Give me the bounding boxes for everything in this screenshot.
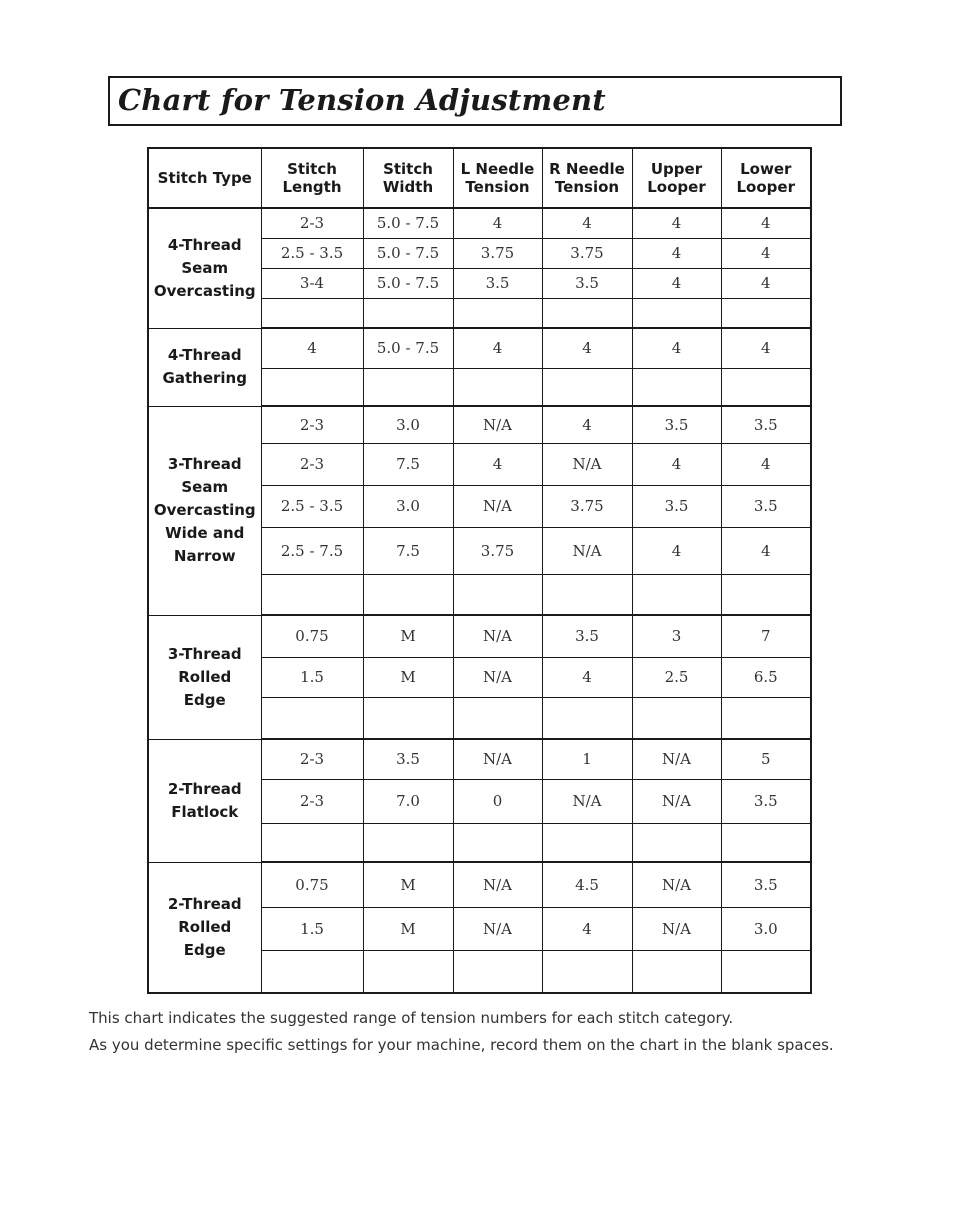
blank-record-cell[interactable] bbox=[363, 368, 453, 406]
stitch-type-label: Wide and bbox=[165, 524, 245, 542]
value-cell: 1 bbox=[542, 739, 632, 779]
value-cell: 2-3 bbox=[261, 208, 363, 238]
value-cell: 5.0 - 7.5 bbox=[363, 268, 453, 298]
stitch-type-label: 4-Thread bbox=[167, 346, 242, 364]
value-cell: 7 bbox=[721, 615, 811, 657]
header-upper-looper: Upper Looper bbox=[632, 148, 721, 208]
value-cell: 3 bbox=[632, 615, 721, 657]
value-cell: N/A bbox=[542, 527, 632, 574]
value-cell: 4 bbox=[542, 208, 632, 238]
blank-record-cell[interactable] bbox=[721, 368, 811, 406]
value-cell: 2-3 bbox=[261, 739, 363, 779]
blank-record-cell[interactable] bbox=[542, 697, 632, 739]
stitch-type-label: Rolled bbox=[178, 667, 232, 686]
value-cell: 1.5 bbox=[261, 907, 363, 950]
value-cell: 3.75 bbox=[453, 238, 542, 268]
stitch-type-label: Seam bbox=[181, 258, 229, 277]
stitch-type-label: Overcasting bbox=[153, 281, 256, 300]
blank-record-cell[interactable] bbox=[363, 298, 453, 328]
stitch-type-label: 3-Thread bbox=[167, 644, 242, 663]
blank-record-cell[interactable] bbox=[261, 298, 363, 328]
value-cell: 4 bbox=[542, 328, 632, 368]
value-cell: 3.75 bbox=[542, 238, 632, 268]
stitch-type-cell bbox=[148, 328, 261, 406]
value-cell: 7.5 bbox=[363, 443, 453, 485]
value-cell: 2.5 - 3.5 bbox=[261, 485, 363, 527]
blank-record-cell[interactable] bbox=[453, 697, 542, 739]
value-cell: 2.5 bbox=[632, 657, 721, 697]
value-cell: 3.5 bbox=[632, 485, 721, 527]
value-cell: 4 bbox=[721, 328, 811, 368]
value-cell: 4 bbox=[453, 443, 542, 485]
blank-record-cell[interactable] bbox=[542, 298, 632, 328]
value-cell: N/A bbox=[632, 862, 721, 907]
value-cell: 4 bbox=[632, 208, 721, 238]
value-cell: M bbox=[363, 615, 453, 657]
blank-record-cell[interactable] bbox=[261, 950, 363, 993]
value-cell: N/A bbox=[632, 779, 721, 823]
value-cell: 5.0 - 7.5 bbox=[363, 238, 453, 268]
blank-record-cell[interactable] bbox=[632, 823, 721, 862]
blank-record-cell[interactable] bbox=[721, 823, 811, 862]
header-r-needle-tension: R Needle Tension bbox=[542, 148, 632, 208]
value-cell: 4 bbox=[453, 328, 542, 368]
header-l-needle-tension: L Needle Tension bbox=[453, 148, 542, 208]
stitch-type-label: Edge bbox=[183, 690, 226, 709]
value-cell: 1.5 bbox=[261, 657, 363, 697]
value-cell: 3.5 bbox=[542, 268, 632, 298]
header-stitch-width: Stitch Width bbox=[363, 148, 453, 208]
value-cell: 5.0 - 7.5 bbox=[363, 328, 453, 368]
stitch-type-label: 2-Thread bbox=[167, 894, 242, 913]
table-row bbox=[148, 208, 811, 238]
stitch-type-cell bbox=[148, 615, 261, 739]
blank-record-cell[interactable] bbox=[261, 574, 363, 615]
value-cell: 4 bbox=[542, 657, 632, 697]
stitch-type-cell bbox=[148, 739, 261, 862]
value-cell: 2.5 - 3.5 bbox=[261, 238, 363, 268]
value-cell: 4 bbox=[632, 328, 721, 368]
stitch-type-label: Overcasting bbox=[153, 501, 256, 519]
value-cell: 0 bbox=[453, 779, 542, 823]
blank-record-cell[interactable] bbox=[261, 368, 363, 406]
value-cell: N/A bbox=[453, 862, 542, 907]
table-row bbox=[148, 406, 811, 443]
value-cell: 4 bbox=[721, 238, 811, 268]
value-cell: 7.0 bbox=[363, 779, 453, 823]
value-cell: 2-3 bbox=[261, 779, 363, 823]
value-cell: N/A bbox=[453, 907, 542, 950]
blank-record-cell[interactable] bbox=[363, 697, 453, 739]
value-cell: 4 bbox=[721, 268, 811, 298]
value-cell: 0.75 bbox=[261, 862, 363, 907]
blank-record-cell[interactable] bbox=[542, 368, 632, 406]
value-cell: 4 bbox=[542, 406, 632, 443]
blank-record-cell[interactable] bbox=[542, 950, 632, 993]
stitch-type-label: Seam bbox=[181, 478, 229, 496]
page-title: Chart for Tension Adjustment bbox=[118, 83, 606, 117]
value-cell: 2-3 bbox=[261, 406, 363, 443]
blank-record-cell[interactable] bbox=[721, 298, 811, 328]
value-cell: M bbox=[363, 657, 453, 697]
stitch-type-cell bbox=[148, 406, 261, 615]
value-cell: N/A bbox=[542, 779, 632, 823]
blank-record-cell[interactable] bbox=[453, 368, 542, 406]
value-cell: 3.5 bbox=[721, 485, 811, 527]
value-cell: M bbox=[363, 907, 453, 950]
stitch-type-label: Flatlock bbox=[171, 802, 239, 821]
stitch-type-label: 3-Thread bbox=[167, 455, 242, 473]
blank-record-cell[interactable] bbox=[632, 950, 721, 993]
value-cell: N/A bbox=[453, 615, 542, 657]
blank-record-cell[interactable] bbox=[721, 697, 811, 739]
stitch-type-cell bbox=[148, 208, 261, 328]
table-row bbox=[148, 739, 811, 779]
blank-record-cell[interactable] bbox=[632, 368, 721, 406]
value-cell: 3.5 bbox=[453, 268, 542, 298]
blank-record-cell[interactable] bbox=[261, 823, 363, 862]
value-cell: N/A bbox=[453, 739, 542, 779]
table-row bbox=[148, 615, 811, 657]
value-cell: 4 bbox=[632, 238, 721, 268]
value-cell: 3.5 bbox=[363, 739, 453, 779]
value-cell: N/A bbox=[542, 443, 632, 485]
value-cell: N/A bbox=[453, 657, 542, 697]
tension-chart-table bbox=[147, 147, 812, 994]
value-cell: 3.0 bbox=[363, 485, 453, 527]
caption-line-2: As you determine specific settings for your machine, record them on the chart in the blank spaces. bbox=[89, 1036, 834, 1054]
blank-record-cell[interactable] bbox=[721, 950, 811, 993]
header-stitch-type: Stitch Type bbox=[148, 148, 261, 208]
value-cell: 4 bbox=[632, 443, 721, 485]
value-cell: 3.5 bbox=[721, 862, 811, 907]
value-cell: 4 bbox=[721, 527, 811, 574]
value-cell: 4 bbox=[632, 527, 721, 574]
value-cell: 2-3 bbox=[261, 443, 363, 485]
value-cell: N/A bbox=[453, 406, 542, 443]
header-stitch-length: Stitch Length bbox=[261, 148, 363, 208]
blank-record-cell[interactable] bbox=[453, 574, 542, 615]
header-row bbox=[148, 148, 811, 208]
value-cell: 3.75 bbox=[453, 527, 542, 574]
blank-record-cell[interactable] bbox=[453, 823, 542, 862]
value-cell: 4 bbox=[721, 208, 811, 238]
stitch-type-cell bbox=[148, 862, 261, 993]
value-cell: 4 bbox=[453, 208, 542, 238]
blank-record-cell[interactable] bbox=[542, 823, 632, 862]
value-cell: 4 bbox=[261, 328, 363, 368]
blank-record-cell[interactable] bbox=[453, 950, 542, 993]
stitch-type-label: Edge bbox=[183, 940, 226, 959]
blank-record-cell[interactable] bbox=[721, 574, 811, 615]
value-cell: N/A bbox=[632, 907, 721, 950]
blank-record-cell[interactable] bbox=[632, 574, 721, 615]
stitch-type-label: Rolled bbox=[178, 917, 232, 936]
value-cell: N/A bbox=[632, 739, 721, 779]
stitch-type-label: Gathering bbox=[162, 369, 247, 387]
value-cell: 3.5 bbox=[632, 406, 721, 443]
blank-record-cell[interactable] bbox=[261, 697, 363, 739]
stitch-type-label: 4-Thread bbox=[167, 235, 242, 254]
blank-record-cell[interactable] bbox=[632, 298, 721, 328]
blank-record-cell[interactable] bbox=[453, 298, 542, 328]
value-cell: 3-4 bbox=[261, 268, 363, 298]
caption-line-1: This chart indicates the suggested range of tension numbers for each stitch category. bbox=[89, 1009, 734, 1027]
value-cell: 0.75 bbox=[261, 615, 363, 657]
value-cell: 5 bbox=[721, 739, 811, 779]
blank-record-cell[interactable] bbox=[632, 697, 721, 739]
blank-record-cell[interactable] bbox=[363, 823, 453, 862]
value-cell: 4.5 bbox=[542, 862, 632, 907]
stitch-type-label: 2-Thread bbox=[167, 779, 242, 798]
value-cell: 5.0 - 7.5 bbox=[363, 208, 453, 238]
value-cell: 4 bbox=[632, 268, 721, 298]
value-cell: 7.5 bbox=[363, 527, 453, 574]
blank-record-cell[interactable] bbox=[542, 574, 632, 615]
value-cell: 2.5 - 7.5 bbox=[261, 527, 363, 574]
table-row bbox=[148, 862, 811, 907]
value-cell: 3.5 bbox=[542, 615, 632, 657]
value-cell: 4 bbox=[721, 443, 811, 485]
blank-record-cell[interactable] bbox=[363, 950, 453, 993]
value-cell: M bbox=[363, 862, 453, 907]
blank-record-cell[interactable] bbox=[363, 574, 453, 615]
value-cell: 3.5 bbox=[721, 406, 811, 443]
stitch-type-label: Narrow bbox=[173, 547, 236, 565]
title-box bbox=[108, 76, 842, 126]
value-cell: 3.0 bbox=[363, 406, 453, 443]
value-cell: 4 bbox=[542, 907, 632, 950]
value-cell: 6.5 bbox=[721, 657, 811, 697]
value-cell: N/A bbox=[453, 485, 542, 527]
value-cell: 3.0 bbox=[721, 907, 811, 950]
table-row bbox=[148, 328, 811, 368]
header-lower-looper: Lower Looper bbox=[721, 148, 811, 208]
value-cell: 3.5 bbox=[721, 779, 811, 823]
value-cell: 3.75 bbox=[542, 485, 632, 527]
